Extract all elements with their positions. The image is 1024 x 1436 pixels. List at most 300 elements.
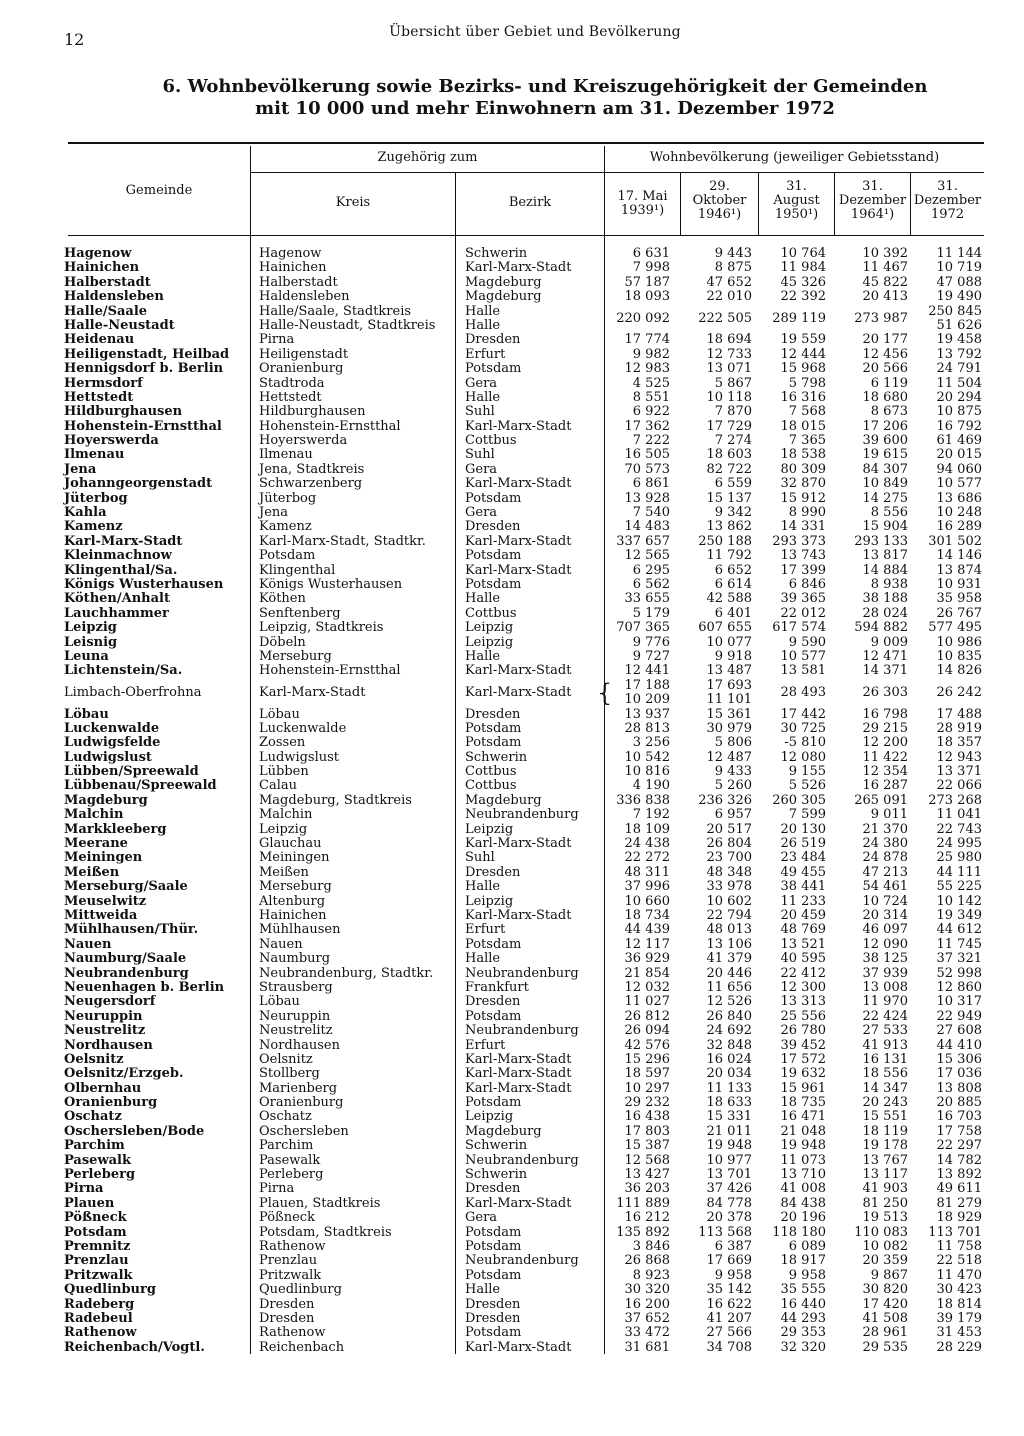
value-1946: 37 426 [706,1181,752,1197]
value-1972: 12 860 [936,979,982,995]
value-1946: 20 446 [706,965,752,981]
value-1939: 17 188 [624,677,670,693]
value-1972: 28 229 [936,1339,982,1355]
table-row [0,938,1024,952]
value-1946: 18 603 [706,447,752,463]
value-1939: 37 996 [624,879,670,895]
value-1964: 37 939 [862,965,908,981]
value-1964: 15 551 [862,1109,908,1125]
bezirk-name: Potsdam [465,735,522,751]
value-1939: 10 209 [624,692,670,708]
value-1972: 24 791 [936,361,982,377]
header-date-1939: 17. Mai 1939¹) [617,189,668,218]
value-1939: 21 854 [624,965,670,981]
value-1972: 22 743 [936,821,982,837]
value-1939: 336 838 [616,792,670,808]
value-1964: 12 200 [862,735,908,751]
value-1964: 29 215 [862,720,908,736]
value-1950: 29 353 [780,1325,826,1341]
table-row [0,779,1024,793]
value-1946: 32 848 [706,1037,752,1053]
value-1946: 20 034 [706,1066,752,1082]
value-1964: 16 287 [862,778,908,794]
value-1972: 19 490 [936,289,982,305]
value-1950: 118 180 [772,1224,826,1240]
gemeinde-name: Jüterbog [64,490,128,506]
value-1946: 6 614 [714,577,752,592]
value-1972: 10 142 [936,893,982,909]
kreis-name: Merseburg [259,648,332,664]
kreis-name: Pritzwalk [259,1267,322,1283]
table-row [0,549,1024,563]
kreis-name: Pirna [259,332,295,348]
value-1939: 16 438 [624,1109,670,1125]
table-row [0,851,1024,865]
bezirk-name: Karl-Marx-Stadt [465,562,572,578]
kreis-name: Ilmenau [259,447,313,463]
value-1950: 84 438 [780,1195,826,1211]
gemeinde-name: Lichtenstein/Sa. [64,663,183,679]
value-1946: 42 588 [706,591,752,607]
value-1972: 61 469 [936,433,982,449]
value-1946: 47 652 [706,274,752,290]
value-1950: 15 961 [780,1080,826,1096]
table-row [0,1110,1024,1124]
table-row [0,1125,1024,1139]
table-row [0,794,1024,808]
value-1964: 19 615 [862,447,908,463]
gemeinde-name: Neuenhagen b. Berlin [64,979,225,995]
kreis-name: Marienberg [259,1080,338,1096]
gemeinde-name: Perleberg [64,1167,136,1183]
bezirk-name: Potsdam [465,1095,522,1111]
table-row [0,377,1024,391]
value-1939: 3 846 [632,1238,670,1254]
value-1972: 113 701 [928,1224,982,1240]
value-1964: 38 188 [862,591,908,607]
bezirk-name: Schwerin [465,749,528,765]
gemeinde-name: Nordhausen [64,1037,153,1053]
table-row [0,967,1024,981]
value-1946: 48 013 [706,922,752,938]
header-kreis: Kreis [335,195,371,210]
value-1972: 44 111 [936,864,982,880]
value-1950: 13 313 [780,994,826,1010]
gemeinde-name: Neubrandenburg [64,965,189,981]
value-1972: 301 502 [928,533,982,549]
bezirk-name: Potsdam [465,1267,522,1283]
gemeinde-name: Ilmenau [64,447,125,463]
header-date-1946: 29. Oktober 1946¹) [692,179,747,222]
value-1946: 113 568 [698,1224,752,1240]
value-1950: 13 581 [780,663,826,679]
table-row [0,1139,1024,1153]
kreis-name: Oelsnitz [259,1051,313,1067]
gemeinde-name: Halberstadt [64,274,151,290]
kreis-name: Löbau [259,994,300,1010]
value-1950: 39 452 [780,1037,826,1053]
table-row [0,434,1024,448]
kreis-name: Neubrandenburg, Stadtkr. [259,965,434,981]
value-1950: 17 399 [780,562,826,578]
table-row [0,477,1024,491]
gemeinde-name: Meiningen [64,850,143,866]
value-1950: 20 130 [780,821,826,837]
value-1972: 20 885 [936,1095,982,1111]
gemeinde-name: Leisnig [64,634,118,650]
value-1939: 8 551 [632,389,670,405]
table-row [0,607,1024,621]
kreis-name: Köthen [259,591,306,607]
kreis-name: Dresden [259,1296,315,1312]
value-1972: 37 321 [936,951,982,967]
bezirk-name: Neubrandenburg [465,965,579,981]
value-1939: 18 109 [624,821,670,837]
kreis-name: Magdeburg, Stadtkreis [259,792,412,808]
bezirk-name: Karl-Marx-Stadt [465,1080,572,1096]
table-row [0,981,1024,995]
value-1950: 18 917 [780,1253,826,1269]
gemeinde-name: Heidenau [64,332,135,348]
bezirk-name: Cottbus [465,433,517,449]
value-1964: 16 798 [862,706,908,722]
table-row [0,247,1024,261]
title-line-2: mit 10 000 und mehr Einwohnern am 31. Dezember 1972 [255,98,835,119]
gemeinde-name: Halle/Saale [64,303,148,319]
table-row [0,909,1024,923]
table-row [0,1298,1024,1312]
value-1939: 26 094 [624,1023,670,1039]
value-1946: 21 011 [706,1123,752,1139]
value-1964: 20 359 [862,1253,908,1269]
value-1964: 8 938 [870,577,908,592]
value-1946: 18 694 [706,332,752,348]
value-1972: 16 703 [936,1109,982,1125]
value-1939: 7 540 [632,505,670,521]
value-1946: 6 957 [714,807,752,823]
value-1946: 48 348 [706,864,752,880]
kreis-name: Meiningen [259,850,330,866]
table-row [0,621,1024,635]
table-row [0,837,1024,851]
value-1972: 14 826 [936,663,982,679]
bezirk-name: Karl-Marx-Stadt [465,663,572,679]
value-1972: 17 036 [936,1066,982,1082]
value-1939: 44 439 [624,922,670,938]
header-gemeinde: Gemeinde [125,183,193,198]
value-1946: 9 433 [714,764,752,780]
kreis-name: Hainichen [259,908,327,923]
value-1939: 12 032 [624,979,670,995]
value-1950: 12 300 [780,979,826,995]
gemeinde-name: Halle-Neustadt [64,317,175,333]
value-1939: 31 681 [624,1339,670,1355]
value-1950: 49 455 [780,864,826,880]
value-1946: 16 622 [706,1296,752,1312]
value-1946: 13 701 [706,1167,752,1183]
gemeinde-name: Löbau [64,706,109,722]
value-1964: 46 097 [862,922,908,938]
value-1964: 12 471 [862,648,908,664]
table-row [0,520,1024,534]
value-1964: 17 206 [862,418,908,434]
value-1950: 80 309 [780,461,826,477]
value-1950: 12 080 [780,749,826,765]
bezirk-name: Dresden [465,519,521,535]
value-1972: 11 504 [936,375,982,391]
gemeinde-name: Lübben/Spreewald [64,764,199,780]
table-row [0,1341,1024,1355]
value-1950: 7 568 [788,404,826,420]
value-1946: 17 693 [706,677,752,693]
bezirk-name: Neubrandenburg [465,1253,579,1269]
bezirk-name: Halle [465,591,501,607]
bezirk-name: Potsdam [465,361,522,377]
kreis-name: Pirna [259,1181,295,1197]
bezirk-name: Leipzig [465,1109,514,1125]
kreis-name: Hettstedt [259,389,322,405]
value-1964: 293 133 [854,533,908,549]
value-1964: 10 082 [862,1238,908,1254]
gemeinde-name: Hagenow [64,246,132,261]
value-1946: 6 387 [714,1238,752,1254]
value-1964: 110 083 [854,1224,908,1240]
gemeinde-name: Jena [64,461,97,477]
value-1950: 9 590 [788,634,826,650]
value-1972: 577 495 [928,620,982,636]
value-1946: 12 526 [706,994,752,1010]
table-row [0,722,1024,736]
value-1964: 45 822 [862,274,908,290]
gemeinde-name: Rathenow [64,1325,137,1341]
value-1939: 13 937 [624,706,670,722]
value-1950: 39 365 [780,591,826,607]
value-1964: 14 371 [862,663,908,679]
value-1972: 24 995 [936,836,982,852]
bezirk-name: Halle [465,317,501,333]
value-1950: 11 073 [780,1152,826,1168]
gemeinde-name: Plauen [64,1195,115,1211]
value-1939: 70 573 [624,461,670,477]
value-1950: -5 810 [784,735,826,751]
value-1950: 5 526 [788,778,826,794]
value-1946: 30 979 [706,720,752,736]
value-1946: 10 977 [706,1152,752,1168]
value-1972: 11 041 [936,807,982,823]
value-1972: 44 612 [936,922,982,938]
table-row [0,708,1024,722]
value-1950: 19 559 [780,332,826,348]
kreis-name: Nauen [259,936,303,952]
gemeinde-name: Hainichen [64,260,140,276]
gemeinde-name: Limbach-Oberfrohna [64,684,202,700]
value-1972: 14 146 [936,548,982,564]
kreis-name: Hildburghausen [259,404,366,420]
value-1964: 21 370 [862,821,908,837]
value-1946: 10 077 [706,634,752,650]
value-1939: 33 655 [624,591,670,607]
bezirk-name: Halle [465,389,501,405]
value-1972: 47 088 [936,274,982,290]
value-1946: 16 024 [706,1051,752,1067]
kreis-name: Mühlhausen [259,922,341,938]
value-1939: 15 296 [624,1051,670,1067]
gemeinde-name: Kleinmachnow [64,548,172,564]
bezirk-name: Suhl [465,447,495,463]
value-1972: 10 986 [936,634,982,650]
bezirk-name: Karl-Marx-Stadt [465,1051,572,1067]
gemeinde-name: Hohenstein-Ernstthal [64,418,222,434]
value-1964: 24 878 [862,850,908,866]
bezirk-name: Potsdam [465,490,522,506]
value-1972: 10 317 [936,994,982,1010]
value-1964: 30 820 [862,1282,908,1298]
value-1946: 13 487 [706,663,752,679]
value-1964: 6 119 [870,375,908,391]
value-1972: 14 782 [936,1152,982,1168]
value-1946: 607 655 [698,620,752,636]
value-1946: 15 331 [706,1109,752,1125]
value-1950: 15 912 [780,490,826,506]
value-1939: 18 734 [624,908,670,923]
value-1946: 11 792 [706,548,752,564]
bezirk-name: Gera [465,461,498,477]
value-1939: 37 652 [624,1310,670,1326]
kreis-name: Halle-Neustadt, Stadtkreis [259,317,436,333]
table-row [0,1024,1024,1038]
bezirk-name: Halle [465,648,501,664]
value-1946: 26 804 [706,836,752,852]
value-1939: 28 813 [624,720,670,736]
value-1964: 11 970 [862,994,908,1010]
value-1964: 54 461 [862,879,908,895]
bezirk-name: Magdeburg [465,792,542,808]
value-1946: 22 794 [706,908,752,923]
gemeinde-name: Hennigsdorf b. Berlin [64,361,224,377]
value-1946: 6 401 [714,605,752,621]
table-row [0,362,1024,376]
bezirk-name: Frankfurt [465,979,529,995]
value-1950: 48 769 [780,922,826,938]
value-1972: 31 453 [936,1325,982,1341]
value-1950: 20 196 [780,1210,826,1226]
table-row [0,261,1024,275]
kreis-name: Strausberg [259,979,333,995]
value-1939: 29 232 [624,1095,670,1111]
value-1939: 12 565 [624,548,670,564]
value-1950: 44 293 [780,1310,826,1326]
value-1939: 48 311 [624,864,670,880]
kreis-name: Stadtroda [259,375,325,391]
table-row [0,895,1024,909]
value-1972: 13 874 [936,562,982,578]
table-row [0,1182,1024,1196]
value-1939: 57 187 [624,274,670,290]
bezirk-name: Leipzig [465,821,514,837]
value-1964: 13 008 [862,979,908,995]
gemeinde-name: Ludwigslust [64,749,152,765]
value-1972: 19 349 [936,908,982,923]
table-row [0,305,1024,334]
value-1946: 18 633 [706,1095,752,1111]
value-1964: 265 091 [854,792,908,808]
value-1964: 8 673 [870,404,908,420]
kreis-name: Oranienburg [259,361,344,377]
value-1950: 6 089 [788,1238,826,1254]
kreis-name: Calau [259,778,297,794]
value-1939: 13 928 [624,490,670,506]
gemeinde-name: Merseburg/Saale [64,879,188,895]
value-1972: 39 179 [936,1310,982,1326]
value-1946: 11 656 [706,979,752,995]
value-1939: 11 027 [624,994,670,1010]
value-1964: 39 600 [862,433,908,449]
bezirk-name: Potsdam [465,1325,522,1341]
gemeinde-name: Pritzwalk [64,1267,133,1283]
value-1964: 20 413 [862,289,908,305]
table-row [0,506,1024,520]
kreis-name: Potsdam [259,548,316,564]
kreis-name: Naumburg [259,951,331,967]
bezirk-name: Karl-Marx-Stadt [465,1066,572,1082]
table-row [0,1082,1024,1096]
value-1950: 16 316 [780,389,826,405]
value-1946: 9 342 [714,505,752,521]
value-1939: 6 861 [632,476,670,492]
value-1950: 13 521 [780,936,826,952]
value-1950: 6 846 [788,577,826,592]
value-1964: 14 275 [862,490,908,506]
value-1972: 10 931 [936,577,982,592]
bezirk-name: Suhl [465,404,495,420]
gemeinde-name: Potsdam [64,1224,127,1240]
value-1972: 26 767 [936,605,982,621]
gemeinde-name: Oelsnitz/Erzgeb. [64,1066,184,1082]
gemeinde-name: Lauchhammer [64,605,169,621]
value-1964: 9 867 [870,1267,908,1283]
table-row [0,866,1024,880]
bezirk-name: Erfurt [465,1037,506,1053]
table-row [0,290,1024,304]
value-1939: 10 816 [624,764,670,780]
value-1964: 14 347 [862,1080,908,1096]
value-1964: 11 422 [862,749,908,765]
gemeinde-name: Karl-Marx-Stadt [64,533,183,549]
value-1939: 9 776 [632,634,670,650]
value-1946: 20 378 [706,1210,752,1226]
value-1964: 273 987 [854,310,908,326]
value-1972: 10 835 [936,648,982,664]
value-1972: 11 745 [936,936,982,952]
value-1946: 8 875 [714,260,752,276]
value-1950: 7 365 [788,433,826,449]
table-row [0,448,1024,462]
value-1946: 19 948 [706,1138,752,1154]
value-1964: 18 680 [862,389,908,405]
value-1950: 18 538 [780,447,826,463]
value-1972: 25 980 [936,850,982,866]
table-row [0,679,1024,708]
kreis-name: Reichenbach [259,1339,345,1355]
bezirk-name: Magdeburg [465,289,542,305]
data-table [0,247,1024,1355]
value-1939: 16 505 [624,447,670,463]
value-1939: 17 774 [624,332,670,348]
value-1950: 9 958 [788,1267,826,1283]
value-1972: 13 371 [936,764,982,780]
value-1964: 27 533 [862,1023,908,1039]
table-row [0,650,1024,664]
